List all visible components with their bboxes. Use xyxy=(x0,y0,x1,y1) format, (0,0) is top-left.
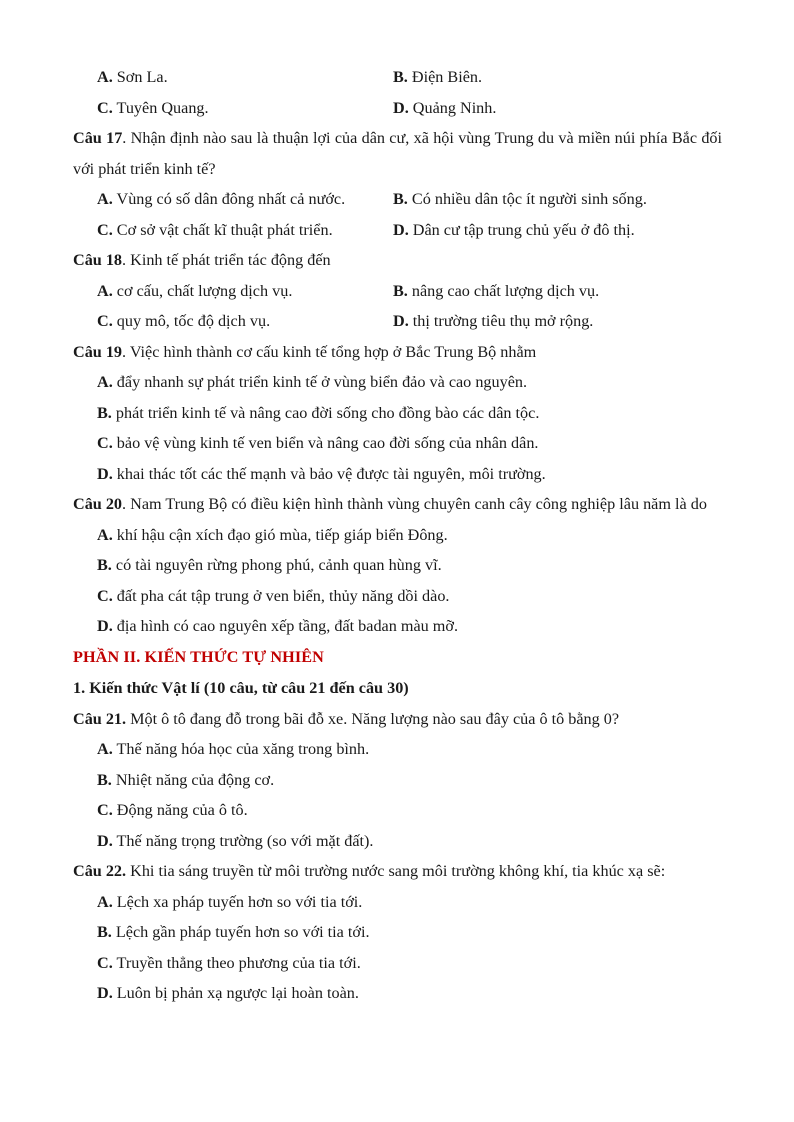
option-label-d: D. xyxy=(97,831,113,850)
question-19-text: . Việc hình thành cơ cấu kinh tế tổng hợp ở Bắc Trung Bộ nhằm xyxy=(122,342,537,361)
question-21-number: Câu 21. xyxy=(73,709,127,728)
answer-option-d xyxy=(393,93,722,124)
answer-option-c xyxy=(73,93,393,124)
option-text-d: Quảng Ninh. xyxy=(412,98,497,117)
part-2-heading: PHẦN II. KIẾN THỨC TỰ NHIÊN xyxy=(73,647,324,666)
answer-option-a xyxy=(73,367,722,398)
answer-option-b xyxy=(73,917,722,948)
answer-row xyxy=(73,93,722,124)
answer-row xyxy=(73,276,722,307)
option-label-c: C. xyxy=(97,312,113,330)
option-label-d: D. xyxy=(393,312,409,330)
option-text-c: Tuyên Quang. xyxy=(116,98,209,117)
question-17-number: Câu 17 xyxy=(73,129,123,147)
option-label-a: A. xyxy=(97,190,113,208)
option-text-b: Điện Biên. xyxy=(411,68,483,86)
option-label-c: C. xyxy=(97,220,113,239)
question-17-text: . Nhận định nào sau là thuận lợi của dân cư, xã hội vùng Trung du và miền núi phía Bắc đối với phát triển kinh tế? xyxy=(73,129,722,178)
option-label-c: C. xyxy=(97,953,113,972)
physics-subsection-heading: 1. Kiến thức Vật lí (10 câu, từ câu 21 đến câu 30) xyxy=(73,678,409,697)
option-label-b: B. xyxy=(97,770,112,789)
answer-option-b xyxy=(73,550,722,581)
option-label-a: A. xyxy=(97,68,113,86)
option-label-d: D. xyxy=(97,464,113,483)
option-label-a: A. xyxy=(97,281,113,300)
option-text-d: thị trường tiêu thụ mở rộng. xyxy=(412,312,594,330)
option-text-c: quy mô, tốc độ dịch vụ. xyxy=(116,312,271,330)
answer-option-c xyxy=(73,306,393,337)
option-label-a: A. xyxy=(97,525,113,544)
answer-row xyxy=(73,306,722,337)
option-text-a: Thế năng hóa học của xăng trong bình. xyxy=(116,740,370,758)
answer-option-a xyxy=(73,62,393,93)
option-label-c: C. xyxy=(97,98,113,117)
option-text-c: Cơ sở vật chất kĩ thuật phát triển. xyxy=(116,220,333,239)
answer-option-c xyxy=(73,428,722,459)
answer-option-b xyxy=(393,184,722,215)
answer-option-b xyxy=(73,398,722,429)
question-20-text: . Nam Trung Bộ có điều kiện hình thành vùng chuyên canh cây công nghiệp lâu năm là do xyxy=(122,495,707,513)
option-text-c: đất pha cát tập trung ở ven biển, thủy năng dồi dào. xyxy=(116,586,450,605)
answer-option-c xyxy=(73,948,722,979)
question-22-stem xyxy=(73,856,722,887)
question-21-text: Một ô tô đang đỗ trong bãi đỗ xe. Năng lượng nào sau đây của ô tô bằng 0? xyxy=(126,709,620,728)
option-label-b: B. xyxy=(393,68,408,86)
option-text-b: phát triển kinh tế và nâng cao đời sống cho đồng bào các dân tộc. xyxy=(115,403,540,422)
answer-option-a xyxy=(73,520,722,551)
option-label-b: B. xyxy=(97,403,112,422)
question-21-stem xyxy=(73,704,722,735)
answer-option-d xyxy=(73,611,722,642)
option-text-a: Vùng có số dân đông nhất cả nước. xyxy=(116,190,346,208)
option-label-a: A. xyxy=(97,740,113,758)
question-19-stem xyxy=(73,337,722,368)
option-text-b: có tài nguyên rừng phong phú, cảnh quan hùng vĩ. xyxy=(115,556,442,574)
answer-option-c xyxy=(73,581,722,612)
option-label-a: A. xyxy=(97,373,113,391)
option-text-b: Nhiệt năng của động cơ. xyxy=(115,770,275,789)
option-text-b: Lệch gần pháp tuyến hơn so với tia tới. xyxy=(115,923,370,941)
answer-option-b xyxy=(393,62,722,93)
question-22-number: Câu 22. xyxy=(73,862,127,880)
answer-row xyxy=(73,62,722,93)
question-20-number: Câu 20 xyxy=(73,495,123,513)
option-label-b: B. xyxy=(393,281,408,300)
option-text-a: Lệch xa pháp tuyến hơn so với tia tới. xyxy=(116,892,363,911)
option-text-d: Thế năng trọng trường (so với mặt đất). xyxy=(116,831,374,850)
question-22-text: Khi tia sáng truyền từ môi trường nước sang môi trường không khí, tia khúc xạ sẽ: xyxy=(126,862,666,880)
answer-option-d xyxy=(393,306,722,337)
question-18-number: Câu 18 xyxy=(73,251,123,269)
question-20-stem xyxy=(73,489,722,520)
option-text-a: khí hậu cận xích đạo gió mùa, tiếp giáp biển Đông. xyxy=(116,525,448,544)
answer-option-a xyxy=(73,276,393,307)
option-text-c: bảo vệ vùng kinh tế ven biển và nâng cao đời sống của nhân dân. xyxy=(116,434,539,452)
answer-option-b xyxy=(393,276,722,307)
question-18-text: . Kinh tế phát triển tác động đến xyxy=(122,251,331,269)
answer-option-d xyxy=(73,826,722,857)
option-label-b: B. xyxy=(97,556,112,574)
answer-option-b xyxy=(73,765,722,796)
option-text-d: Dân cư tập trung chủ yếu ở đô thị. xyxy=(412,220,635,239)
option-text-c: Động năng của ô tô. xyxy=(116,801,248,819)
option-text-d: Luôn bị phản xạ ngược lại hoàn toàn. xyxy=(116,984,359,1002)
option-label-d: D. xyxy=(97,617,113,635)
question-18-stem xyxy=(73,245,722,276)
question-17-stem xyxy=(73,123,722,184)
option-label-d: D. xyxy=(393,98,409,117)
option-text-b: nâng cao chất lượng dịch vụ. xyxy=(411,281,600,300)
option-text-c: Truyền thẳng theo phương của tia tới. xyxy=(116,953,361,972)
answer-option-a xyxy=(73,887,722,918)
option-text-a: Sơn La. xyxy=(116,68,168,86)
option-label-a: A. xyxy=(97,892,113,911)
option-label-d: D. xyxy=(97,984,113,1002)
option-text-d: khai thác tốt các thế mạnh và bảo vệ được tài nguyên, môi trường. xyxy=(116,464,546,483)
option-label-c: C. xyxy=(97,434,113,452)
answer-row xyxy=(73,215,722,246)
answer-option-d xyxy=(73,459,722,490)
answer-option-d xyxy=(73,978,722,1009)
option-text-b: Có nhiều dân tộc ít người sinh sống. xyxy=(411,190,647,208)
option-text-a: đẩy nhanh sự phát triển kinh tế ở vùng biển đảo và cao nguyên. xyxy=(116,373,528,391)
option-label-d: D. xyxy=(393,220,409,239)
option-label-c: C. xyxy=(97,801,113,819)
option-text-a: cơ cấu, chất lượng dịch vụ. xyxy=(116,281,293,300)
answer-option-a xyxy=(73,184,393,215)
option-label-b: B. xyxy=(393,190,408,208)
answer-option-a xyxy=(73,734,722,765)
answer-row xyxy=(73,184,722,215)
answer-option-c xyxy=(73,795,722,826)
option-label-c: C. xyxy=(97,586,113,605)
question-19-number: Câu 19 xyxy=(73,342,123,361)
option-label-b: B. xyxy=(97,923,112,941)
answer-option-c xyxy=(73,215,393,246)
answer-option-d xyxy=(393,215,722,246)
option-text-d: địa hình có cao nguyên xếp tầng, đất badan màu mỡ. xyxy=(116,617,458,635)
